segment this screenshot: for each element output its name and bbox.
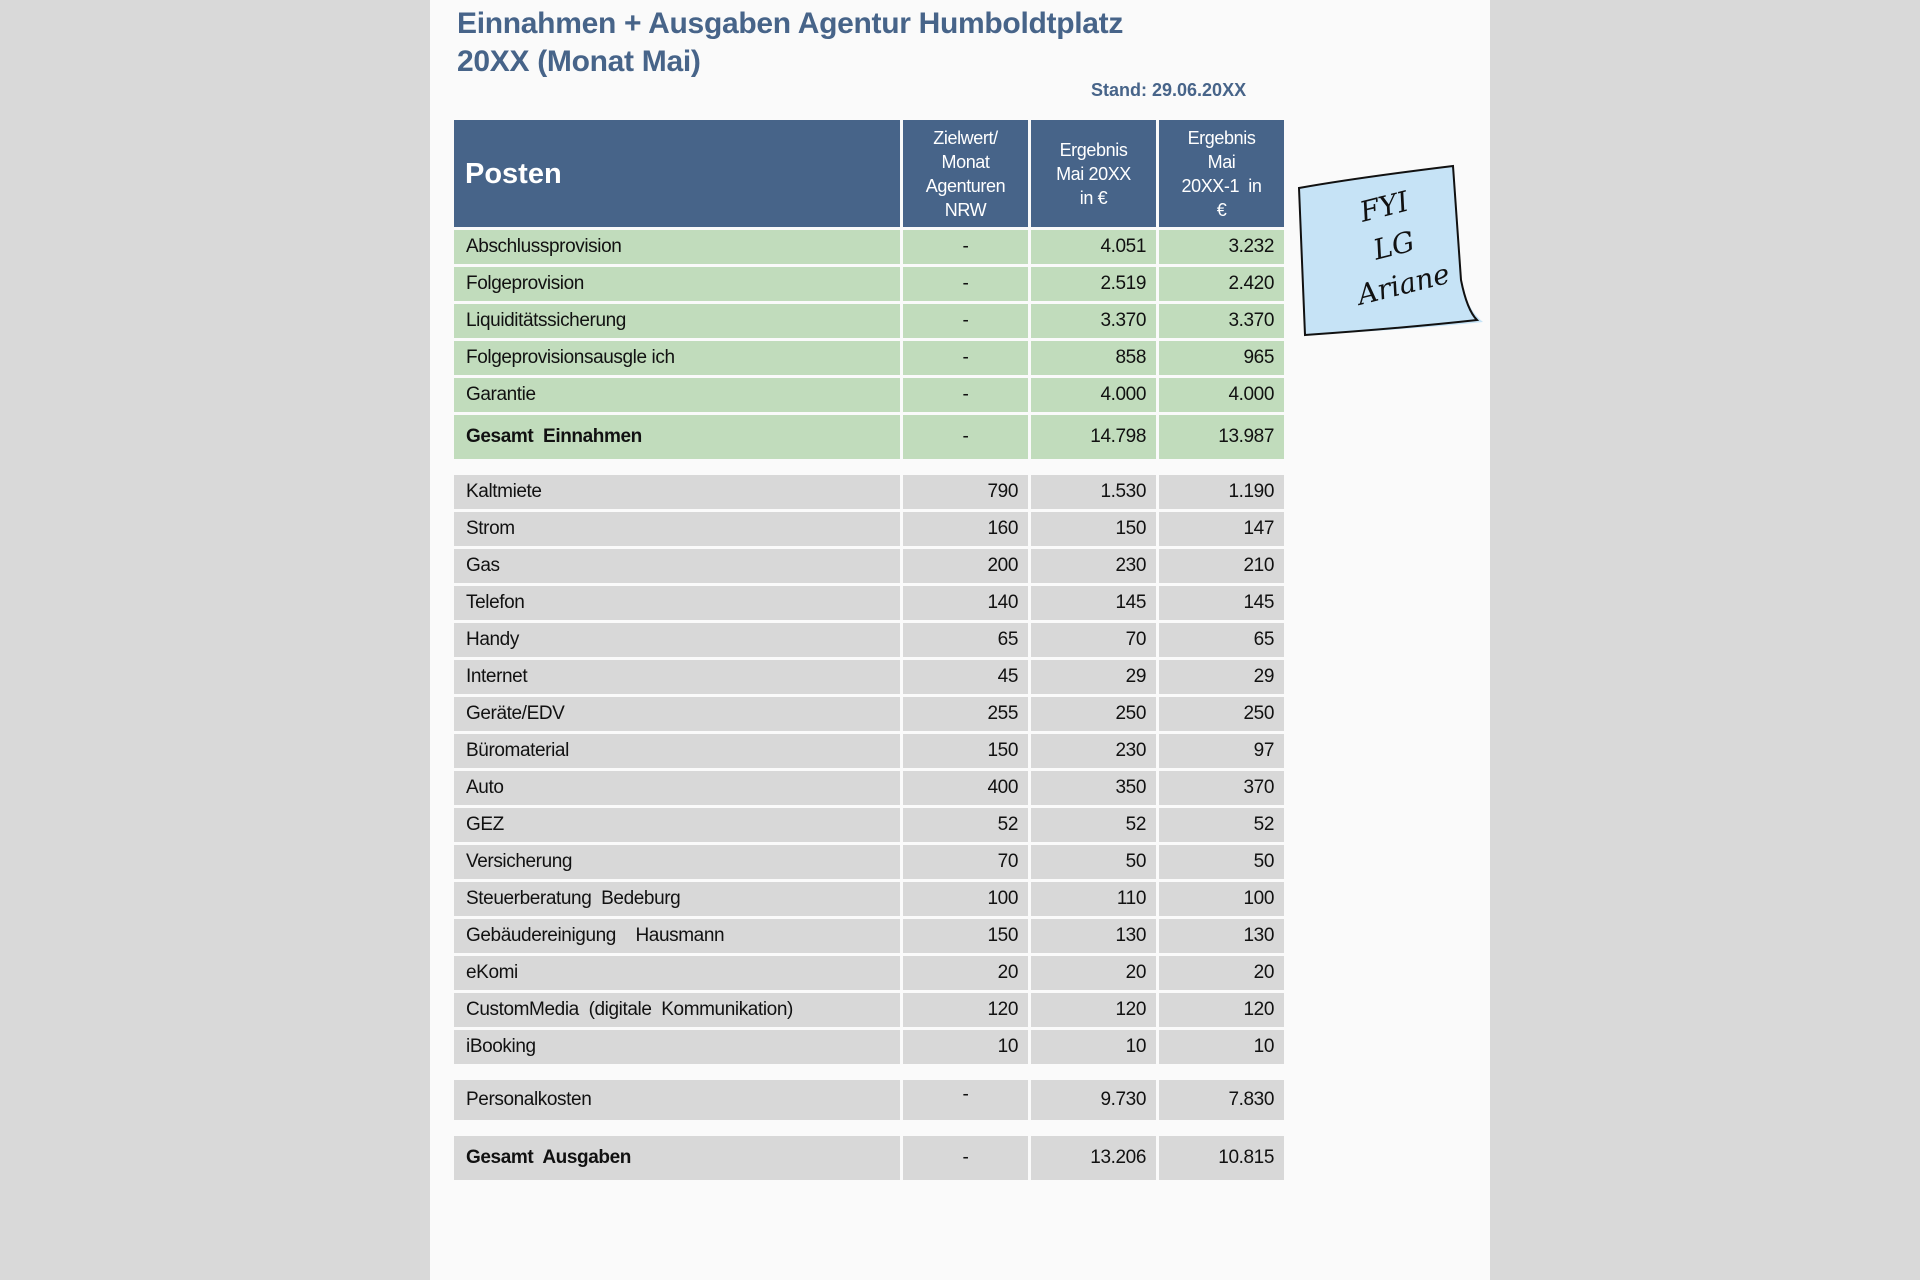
current-result-cell: 3.370: [1030, 303, 1158, 340]
zielwert-cell: 120: [902, 992, 1030, 1029]
header-line: NRW: [944, 199, 987, 220]
row-label: Geräte/EDV: [453, 696, 902, 733]
header-line: Monat: [941, 151, 990, 172]
sticky-note: [1295, 160, 1485, 345]
section-divider: [453, 1122, 1286, 1135]
current-result-cell: 1.530: [1030, 474, 1158, 511]
income-row: [453, 377, 1286, 414]
previous-result-cell: 250: [1158, 696, 1286, 733]
expense-total-row: [453, 1135, 1286, 1182]
row-label: Internet: [453, 659, 902, 696]
row-label: Liquiditätssicherung: [453, 303, 902, 340]
header-line: €: [1216, 199, 1227, 220]
income-row: [453, 340, 1286, 377]
stand-date: Stand: 29.06.20XX: [1091, 80, 1247, 100]
expense-row: [453, 992, 1286, 1029]
previous-result-cell: 1.190: [1158, 474, 1286, 511]
current-result-cell: 70: [1030, 622, 1158, 659]
previous-result-cell: 370: [1158, 770, 1286, 807]
current-result-cell: 150: [1030, 511, 1158, 548]
current-result-cell: 250: [1030, 696, 1158, 733]
row-label: Gesamt Ausgaben: [453, 1135, 902, 1182]
budget-table: [451, 117, 1287, 1183]
previous-result-cell: 52: [1158, 807, 1286, 844]
zielwert-cell: 790: [902, 474, 1030, 511]
expense-row: [453, 881, 1286, 918]
expense-row: [453, 659, 1286, 696]
zielwert-cell: -: [902, 266, 1030, 303]
header-line: Mai: [1207, 151, 1236, 172]
row-label: CustomMedia (digitale Kommunikation): [453, 992, 902, 1029]
previous-result-cell: 10: [1158, 1029, 1286, 1066]
previous-result-cell: 10.815: [1158, 1135, 1286, 1182]
section-divider: [453, 1066, 1286, 1079]
current-result-cell: 4.051: [1030, 229, 1158, 266]
row-label: Gas: [453, 548, 902, 585]
expense-row: [453, 622, 1286, 659]
spacer-cell: [453, 1066, 1286, 1079]
header-line: Mai 20XX: [1056, 163, 1131, 184]
section-divider: [453, 461, 1286, 474]
income-row: [453, 266, 1286, 303]
zielwert-cell: 70: [902, 844, 1030, 881]
previous-result-cell: 210: [1158, 548, 1286, 585]
row-label: Folgeprovisionsausgle ich: [453, 340, 902, 377]
current-result-cell: 145: [1030, 585, 1158, 622]
row-label: Auto: [453, 770, 902, 807]
table-header-row: [453, 119, 1286, 229]
previous-result-cell: 147: [1158, 511, 1286, 548]
expense-row: [453, 807, 1286, 844]
income-row: [453, 229, 1286, 266]
current-result-cell: 230: [1030, 733, 1158, 770]
income-total-row: [453, 414, 1286, 461]
header-line: in €: [1079, 187, 1108, 208]
current-result-cell: 13.206: [1030, 1135, 1158, 1182]
previous-result-cell: 97: [1158, 733, 1286, 770]
row-label: Versicherung: [453, 844, 902, 881]
current-result-cell: 29: [1030, 659, 1158, 696]
zielwert-cell: 200: [902, 548, 1030, 585]
previous-result-cell: 130: [1158, 918, 1286, 955]
previous-result-cell: 100: [1158, 881, 1286, 918]
current-result-cell: 120: [1030, 992, 1158, 1029]
previous-result-cell: 50: [1158, 844, 1286, 881]
previous-result-cell: 4.000: [1158, 377, 1286, 414]
zielwert-cell: 10: [902, 1029, 1030, 1066]
expense-row: [453, 696, 1286, 733]
zielwert-cell: -: [902, 414, 1030, 461]
document-page: [430, 0, 1490, 1280]
zielwert-cell: 140: [902, 585, 1030, 622]
personnel-cost-row: [453, 1079, 1286, 1122]
zielwert-cell: 160: [902, 511, 1030, 548]
row-label: Handy: [453, 622, 902, 659]
note-line: Ariane: [1354, 256, 1454, 312]
zielwert-cell: -: [902, 1135, 1030, 1182]
current-result-cell: 230: [1030, 548, 1158, 585]
row-label: iBooking: [453, 1029, 902, 1066]
current-result-cell: 20: [1030, 955, 1158, 992]
zielwert-cell: 150: [902, 733, 1030, 770]
row-label: Büromaterial: [453, 733, 902, 770]
zielwert-cell: 400: [902, 770, 1030, 807]
previous-result-cell: 3.232: [1158, 229, 1286, 266]
row-label: Garantie: [453, 377, 902, 414]
row-label: Gebäudereinigung Hausmann: [453, 918, 902, 955]
zielwert-cell: 45: [902, 659, 1030, 696]
expense-row: [453, 548, 1286, 585]
current-result-cell: 130: [1030, 918, 1158, 955]
header-line: Agenturen: [925, 175, 1006, 196]
expense-row: [453, 844, 1286, 881]
previous-result-cell: 65: [1158, 622, 1286, 659]
previous-result-cell: 145: [1158, 585, 1286, 622]
row-label: Gesamt Einnahmen: [453, 414, 902, 461]
zielwert-cell: -: [902, 1079, 1030, 1122]
zielwert-cell: 65: [902, 622, 1030, 659]
current-result-cell: 4.000: [1030, 377, 1158, 414]
current-result-cell: 110: [1030, 881, 1158, 918]
zielwert-cell: -: [902, 303, 1030, 340]
spacer-cell: [453, 461, 1286, 474]
expense-row: [453, 511, 1286, 548]
column-header-posten: Posten: [453, 119, 902, 229]
row-label: Steuerberatung Bedeburg: [453, 881, 902, 918]
zielwert-cell: 100: [902, 881, 1030, 918]
zielwert-cell: 150: [902, 918, 1030, 955]
expense-row: [453, 585, 1286, 622]
expense-row: [453, 1029, 1286, 1066]
income-row: [453, 303, 1286, 340]
current-result-cell: 14.798: [1030, 414, 1158, 461]
row-label: GEZ: [453, 807, 902, 844]
row-label: Folgeprovision: [453, 266, 902, 303]
expense-row: [453, 918, 1286, 955]
row-label: Abschlussprovision: [453, 229, 902, 266]
current-result-cell: 10: [1030, 1029, 1158, 1066]
spacer-cell: [453, 1122, 1286, 1135]
page-title: [457, 5, 1123, 81]
zielwert-cell: -: [902, 229, 1030, 266]
current-result-cell: 52: [1030, 807, 1158, 844]
note-line: FYI: [1356, 184, 1412, 229]
column-header-zielwert: [902, 119, 1030, 229]
current-result-cell: 350: [1030, 770, 1158, 807]
header-line: Zielwert/: [933, 127, 998, 148]
zielwert-cell: 20: [902, 955, 1030, 992]
column-header-ergebnis-current: [1030, 119, 1158, 229]
row-label: Kaltmiete: [453, 474, 902, 511]
header-line: 20XX-1 in: [1181, 175, 1262, 196]
previous-result-cell: 3.370: [1158, 303, 1286, 340]
zielwert-cell: -: [902, 377, 1030, 414]
expense-row: [453, 733, 1286, 770]
expense-row: [453, 955, 1286, 992]
current-result-cell: 50: [1030, 844, 1158, 881]
title-line-1: Einnahmen + Ausgaben Agentur Humboldtplatz: [457, 7, 1124, 40]
current-result-cell: 858: [1030, 340, 1158, 377]
current-result-cell: 9.730: [1030, 1079, 1158, 1122]
previous-result-cell: 2.420: [1158, 266, 1286, 303]
previous-result-cell: 965: [1158, 340, 1286, 377]
header-line: Ergebnis: [1059, 139, 1128, 160]
previous-result-cell: 20: [1158, 955, 1286, 992]
column-header-ergebnis-previous: [1158, 119, 1286, 229]
previous-result-cell: 7.830: [1158, 1079, 1286, 1122]
expense-row: [453, 474, 1286, 511]
previous-result-cell: 120: [1158, 992, 1286, 1029]
previous-result-cell: 13.987: [1158, 414, 1286, 461]
zielwert-cell: -: [902, 340, 1030, 377]
expense-row: [453, 770, 1286, 807]
title-line-2: 20XX (Monat Mai): [457, 45, 701, 78]
previous-result-cell: 29: [1158, 659, 1286, 696]
row-label: Telefon: [453, 585, 902, 622]
zielwert-cell: 255: [902, 696, 1030, 733]
zielwert-cell: 52: [902, 807, 1030, 844]
current-result-cell: 2.519: [1030, 266, 1158, 303]
header-line: Ergebnis: [1187, 127, 1256, 148]
row-label: Personalkosten: [453, 1079, 902, 1122]
row-label: eKomi: [453, 955, 902, 992]
note-line: LG: [1370, 224, 1418, 267]
row-label: Strom: [453, 511, 902, 548]
